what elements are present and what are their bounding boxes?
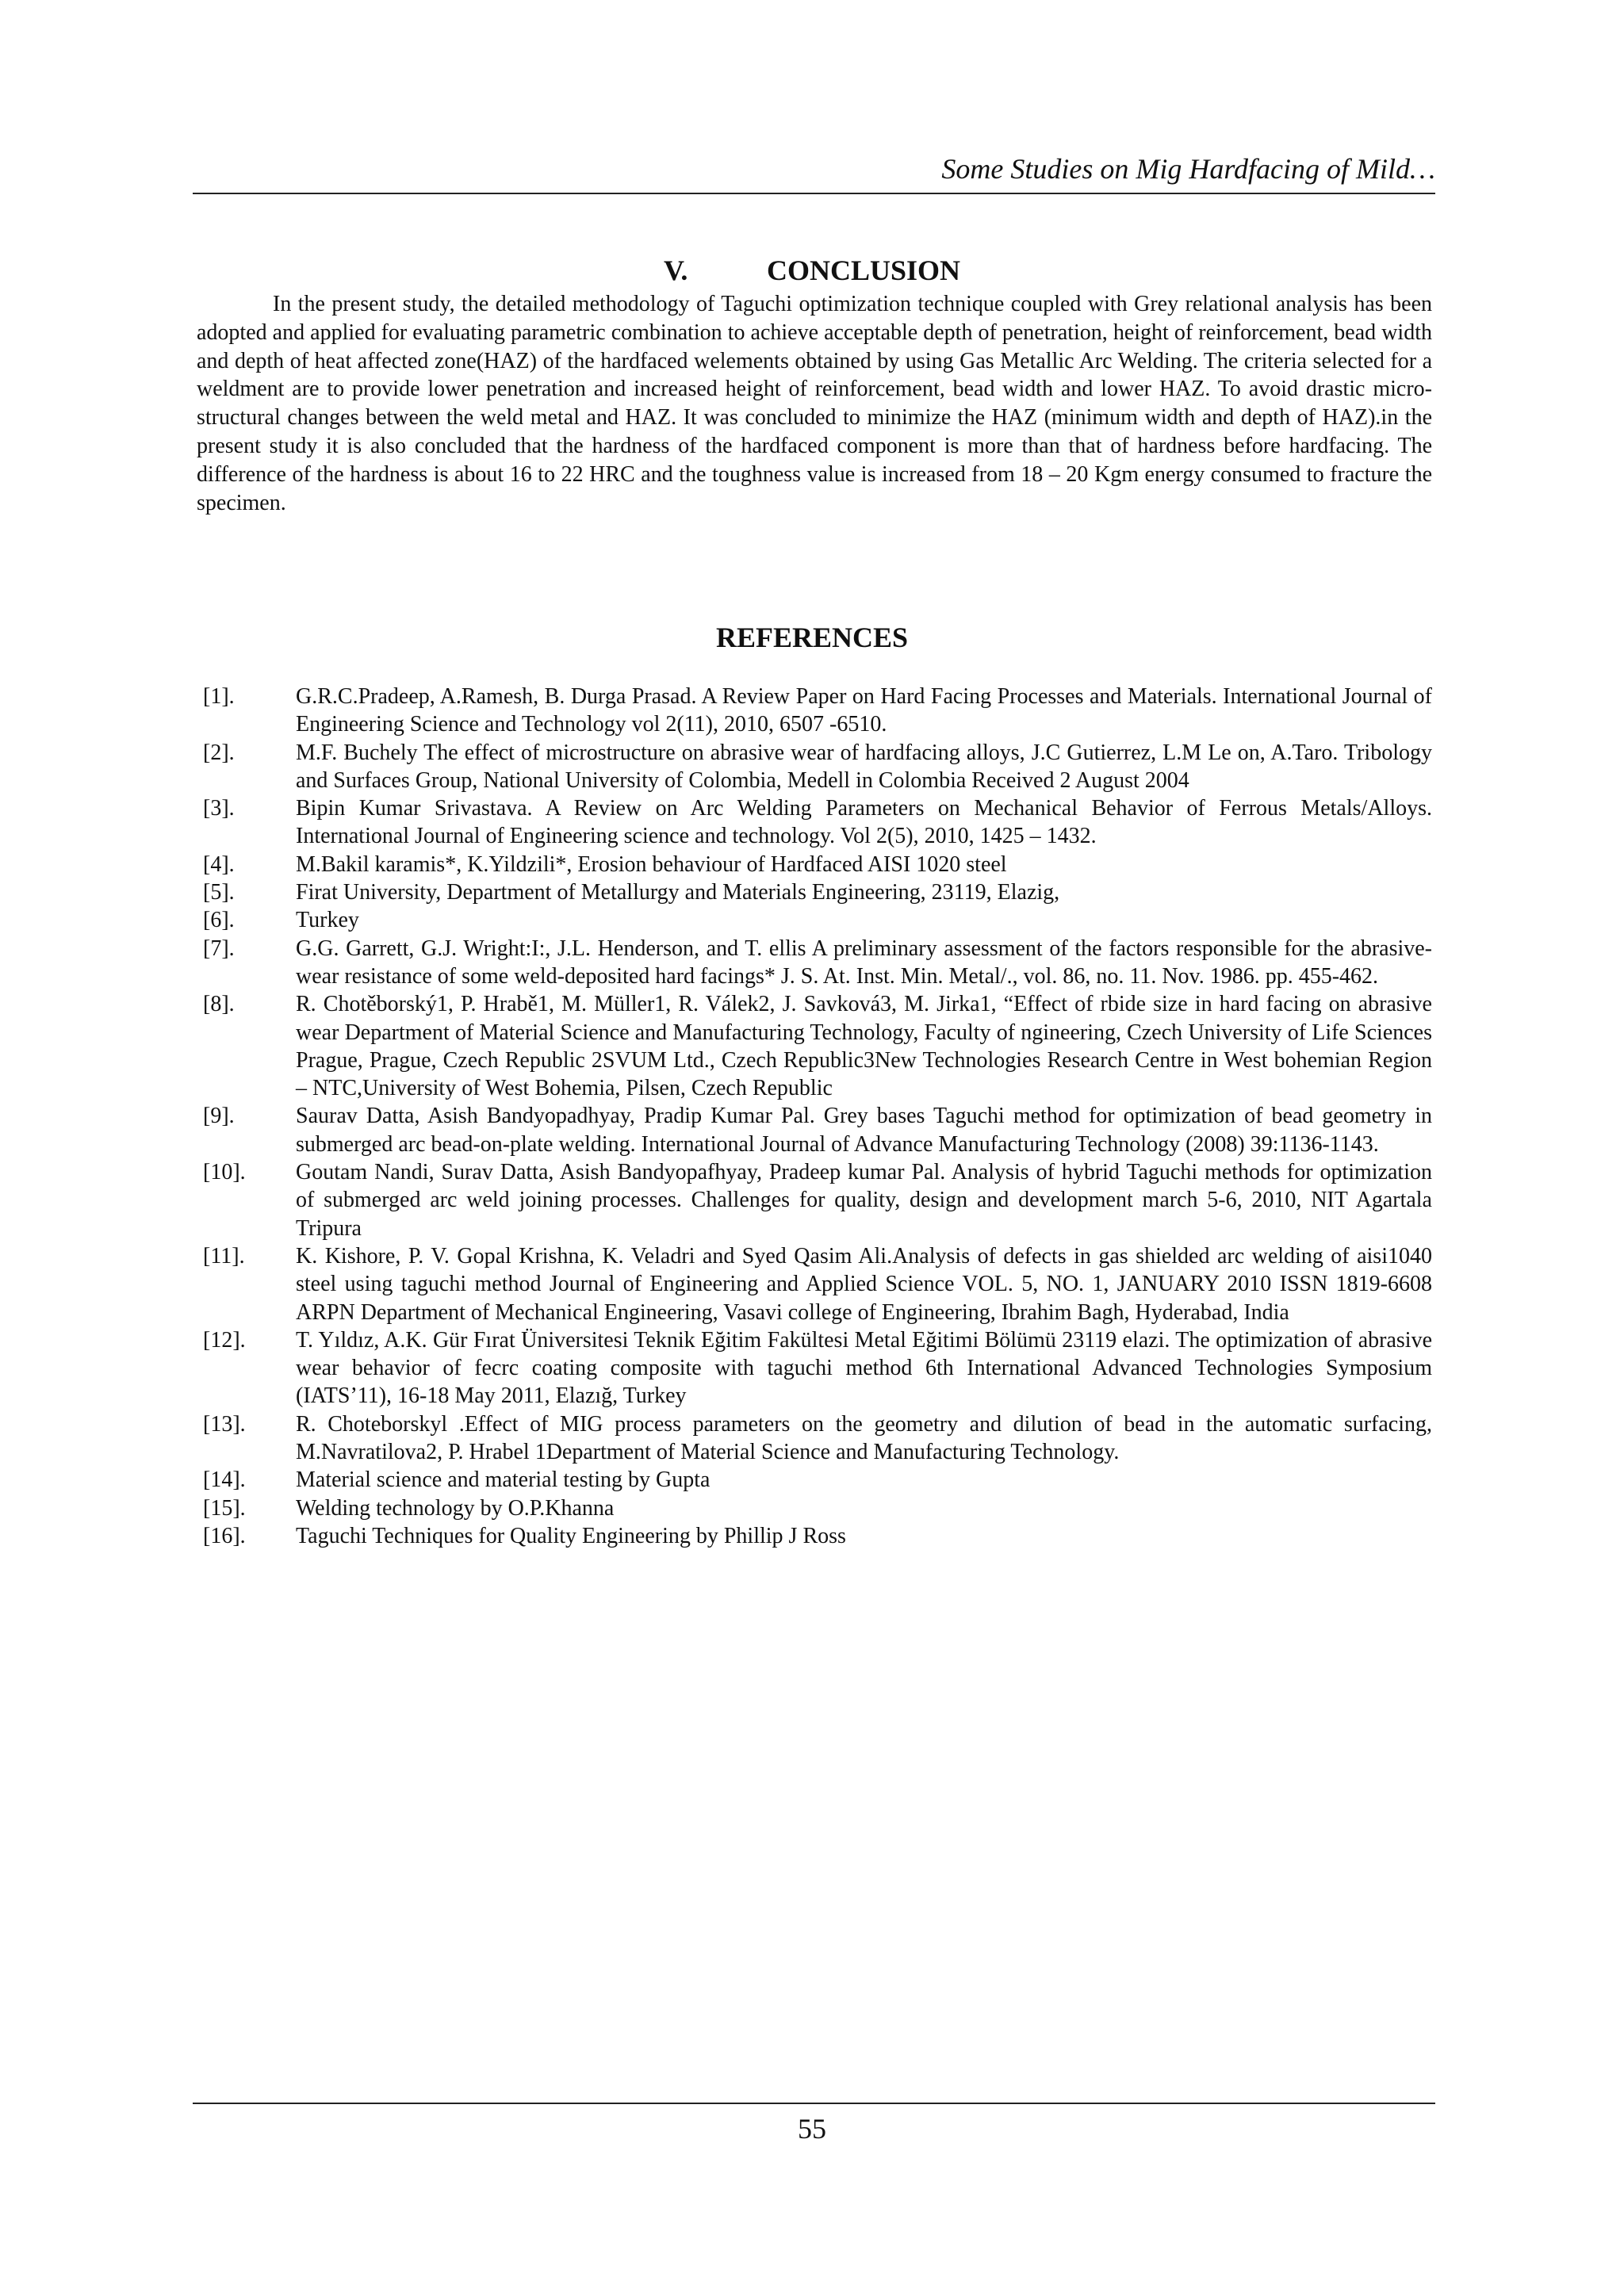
reference-number: [2]. bbox=[203, 740, 235, 765]
footer-divider bbox=[193, 2103, 1435, 2104]
reference-number: [16]. bbox=[203, 1523, 246, 1548]
reference-item bbox=[197, 1410, 1432, 1467]
reference-item bbox=[197, 739, 1432, 795]
reference-item bbox=[197, 1522, 1432, 1550]
conclusion-paragraph: In the present study, the detailed methodology of Taguchi optimization technique coupled with Grey relational analysis has been adopted and applied for evaluating parametric combination to achieve acceptable depth of penetration, height of reinforcement, bead width and depth of heat affected zone(HAZ) of the hardfaced welements obtained by using Gas Metallic Arc Welding. The criteria selected for a weldment are to provide lower penetration and increased height of reinforcement, bead width and lower HAZ. To avoid drastic micro-structural changes between the weld metal and HAZ. It was concluded to minimize the HAZ (minimum width and depth of HAZ).in the present study it is also concluded that the hardness of the hardfaced component is more than that of hardness before hardfacing. The difference of the hardness is about 16 to 22 HRC and the toughness value is increased from 18 – 20 Kgm energy consumed to fracture the specimen. bbox=[197, 292, 1432, 515]
reference-text: G.R.C.Pradeep, A.Ramesh, B. Durga Prasad. A Review Paper on Hard Facing Processes and Materials. International Journal of Engineering Science and Technology vol 2(11), 2010, 6507 -6510. bbox=[296, 684, 1432, 737]
reference-text: R. Chotěborský1, P. Hrabě1, M. Müller1, R. Válek2, J. Savková3, M. Jirka1, “Effect of rbide size in hard facing on abrasive wear Department of Material Science and Manufacturing Technology, Faculty of ngineering, Czech University of Life Sciences Prague, Prague, Czech Republic 2SVUM Ltd., Czech Republic3New Technologies Research Centre in West bohemian Region – NTC,University of West Bohemia, Pilsen, Czech Republic bbox=[296, 992, 1432, 1101]
running-header-title: Some Studies on Mig Hardfacing of Mild… bbox=[941, 153, 1435, 185]
conclusion-heading bbox=[0, 254, 1624, 287]
reference-number: [5]. bbox=[203, 880, 235, 905]
reference-text: Firat University, Department of Metallurgy and Materials Engineering, 23119, Elazig, bbox=[296, 880, 1060, 905]
reference-text: M.Bakil karamis*, K.Yildzili*, Erosion behaviour of Hardfaced AISI 1020 steel bbox=[296, 851, 1007, 877]
references-heading: REFERENCES bbox=[715, 622, 909, 653]
reference-item bbox=[197, 1242, 1432, 1326]
reference-number: [12]. bbox=[203, 1327, 246, 1353]
reference-item bbox=[197, 851, 1432, 878]
reference-text: R. Choteborskyl .Effect of MIG process parameters on the geometry and dilution of bead in the automatic surfacing, M.Navratilova2, P. Hrabel 1Department of Material Science and Manufacturing Technology. bbox=[296, 1411, 1432, 1465]
reference-item bbox=[197, 878, 1432, 906]
header-divider bbox=[193, 193, 1435, 194]
reference-number: [3]. bbox=[203, 796, 235, 821]
reference-item bbox=[197, 906, 1432, 934]
reference-number: [10]. bbox=[203, 1160, 246, 1185]
reference-number: [8]. bbox=[203, 992, 235, 1017]
reference-number: [1]. bbox=[203, 684, 235, 709]
reference-number: [14]. bbox=[203, 1468, 246, 1493]
reference-text: Material science and material testing by Gupta bbox=[296, 1468, 710, 1493]
reference-text: Turkey bbox=[296, 908, 359, 933]
reference-number: [13]. bbox=[203, 1411, 246, 1437]
reference-item bbox=[197, 1102, 1432, 1158]
reference-item bbox=[197, 1466, 1432, 1494]
reference-text: Taguchi Techniques for Quality Engineering by Phillip J Ross bbox=[296, 1523, 846, 1548]
reference-item bbox=[197, 1494, 1432, 1522]
reference-number: [15]. bbox=[203, 1495, 246, 1521]
reference-item bbox=[197, 935, 1432, 991]
reference-text: M.F. Buchely The effect of microstructure on abrasive wear of hardfacing alloys, J.C Gutierrez, L.M Le on, A.Taro. Tribology and Surfaces Group, National University of Colombia, Medell in Colombia Received 2 August 2004 bbox=[296, 740, 1432, 793]
reference-text: Goutam Nandi, Surav Datta, Asish Bandyopafhyay, Pradeep kumar Pal. Analysis of hybrid Taguchi methods for optimization of submerged arc weld joining processes. Challenges for quality, design and development march 5-6, 2010, NIT Agartala Tripura bbox=[296, 1160, 1432, 1241]
reference-number: [6]. bbox=[203, 908, 235, 933]
section-title: CONCLUSION bbox=[766, 254, 961, 286]
reference-item bbox=[197, 683, 1432, 739]
reference-number: [11]. bbox=[203, 1243, 245, 1269]
section-number: V. bbox=[663, 254, 688, 286]
reference-item bbox=[197, 1326, 1432, 1410]
reference-text: Saurav Datta, Asish Bandyopadhyay, Pradip Kumar Pal. Grey bases Taguchi method for optimization of bead geometry in submerged arc bead-on-plate welding. International Journal of Advance Manufacturing Technology (2008) 39:1136-1143. bbox=[296, 1104, 1432, 1157]
reference-item bbox=[197, 794, 1432, 851]
reference-text: Bipin Kumar Srivastava. A Review on Arc Welding Parameters on Mechanical Behavior of Ferrous Metals/Alloys. International Journal of Engineering science and technology. Vol 2(5), 2010, 1425 – 1432. bbox=[296, 796, 1432, 849]
reference-number: [9]. bbox=[203, 1104, 235, 1129]
reference-item bbox=[197, 1158, 1432, 1242]
reference-item bbox=[197, 990, 1432, 1102]
reference-text: T. Yıldız, A.K. Gür Fırat Üniversitesi Teknik Eğitim Fakültesi Metal Eğitimi Bölümü 23119 elazi. The optimization of abrasive wear behavior of fecrc coating composite with taguchi method 6th International Advanced Technologies Symposium (IATS’11), 16-18 May 2011, Elazığ, Turkey bbox=[296, 1327, 1432, 1409]
reference-number: [7]. bbox=[203, 936, 235, 961]
reference-text: K. Kishore, P. V. Gopal Krishna, K. Veladri and Syed Qasim Ali.Analysis of defects in gas shielded arc welding of aisi1040 steel using taguchi method Journal of Engineering and Applied Science VOL. 5, NO. 1, JANUARY 2010 ISSN 1819-6608 ARPN Department of Mechanical Engineering, Vasavi college of Engineering, Ibrahim Bagh, Hyderabad, India bbox=[296, 1243, 1432, 1325]
reference-number: [4]. bbox=[203, 851, 235, 877]
reference-text: Welding technology by O.P.Khanna bbox=[296, 1495, 615, 1521]
reference-text: G.G. Garrett, G.J. Wright:I:, J.L. Henderson, and T. ellis A preliminary assessment of the factors responsible for the abrasive-wear resistance of some weld-deposited hard facings* J. S. At. Inst. Min. Metal/., vol. 86, no. 11. Nov. 1986. pp. 455-462. bbox=[296, 936, 1432, 989]
reference-list bbox=[197, 683, 1432, 1550]
page-number: 55 bbox=[798, 2113, 826, 2145]
